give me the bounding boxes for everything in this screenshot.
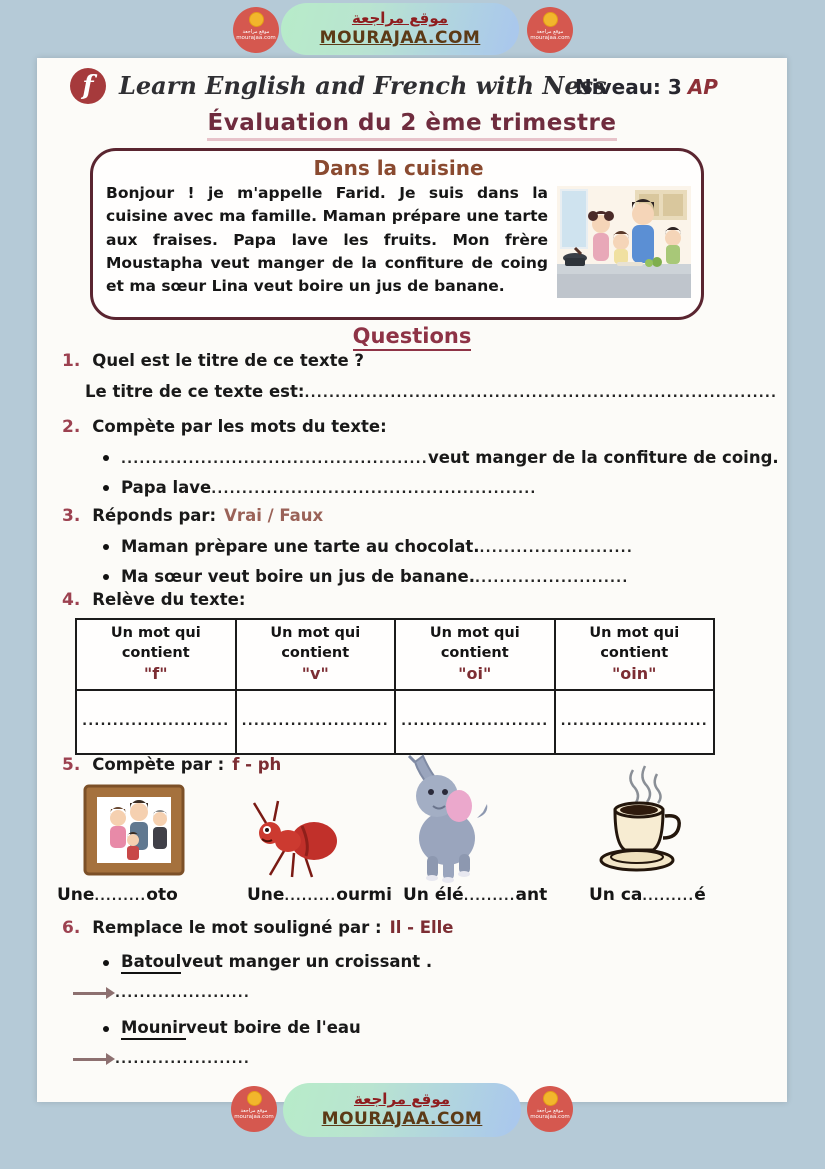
bullet-icon (103, 485, 109, 491)
banner-arabic: موقع مراجعة (351, 9, 449, 27)
question-5-label: Compète par : (92, 755, 225, 774)
kitchen-illustration (557, 186, 691, 298)
header-letter: "f" (143, 664, 168, 684)
bullet-icon (103, 455, 109, 461)
question-3 (62, 506, 323, 526)
bullet-text: veut boire de l'eau (186, 1018, 361, 1037)
banner-site: MOURAJAA.COM (321, 1108, 483, 1129)
badge-arabic: موقع مراجعة (536, 1108, 564, 1114)
header-letter: "v" (301, 664, 329, 684)
answer-prefix: Le titre de ce texte est: (85, 382, 305, 401)
badge-arabic: موقع مراجعة (536, 29, 564, 35)
answer-blank: ..................................................... (211, 482, 537, 497)
question-3-number: 3. (62, 506, 81, 526)
question-3-bullet-2 (103, 567, 628, 586)
arrow-icon (73, 992, 107, 995)
question-3-choices: Vrai / Faux (224, 506, 324, 525)
family-photo-icon (83, 784, 185, 876)
badge-arabic: موقع مراجعة (242, 29, 270, 35)
questions-heading: Questions (353, 324, 472, 351)
question-1-answer (85, 382, 777, 401)
badge-site: mourajaa.com (530, 1114, 570, 1120)
site-badge[interactable] (233, 7, 279, 53)
question-6-bullet-2 (103, 1018, 361, 1040)
question-6 (62, 918, 454, 938)
table-answer-cell: ........................ (76, 690, 236, 754)
level-label (575, 75, 718, 99)
bullet-icon (103, 1026, 109, 1032)
question-4-label: Relève du texte: (92, 590, 246, 609)
question-2 (62, 417, 387, 437)
exam-title-row (37, 110, 787, 141)
badge-site: mourajaa.com (234, 1114, 274, 1120)
answer-blank: ............................................................................. (304, 386, 778, 401)
caption-text: Une (57, 885, 95, 905)
question-6-label: Remplace le mot souligné par : (92, 918, 382, 937)
elephant-icon (399, 748, 493, 884)
exam-title: Évaluation du 2 ème trimestre (207, 110, 616, 141)
badge-logo-icon (543, 12, 558, 27)
header-text: Un mot qui contient (270, 625, 361, 661)
underlined-name: Batoul (121, 952, 181, 974)
table-header-row (76, 619, 714, 690)
site-badge[interactable] (527, 1086, 573, 1132)
question-1-label: Quel est le titre de ce texte ? (92, 351, 364, 370)
header-letter: "oin" (611, 664, 657, 684)
table-header-cell (555, 619, 715, 690)
question-4-number: 4. (62, 590, 81, 610)
answer-blank: ...................... (115, 1052, 251, 1067)
reading-title: Dans la cuisine (313, 156, 484, 180)
question-2-number: 2. (62, 417, 81, 437)
caption-text: é (694, 885, 706, 905)
answer-blank: ...................... (115, 986, 251, 1001)
level-ap: AP (687, 75, 718, 99)
answer-blank: ......... (642, 889, 695, 903)
bullet-icon (103, 960, 109, 966)
answer-blank: ......................... (475, 571, 629, 586)
question-3-label: Réponds par: (92, 506, 217, 525)
table-answer-row (76, 690, 714, 754)
words-table (75, 618, 715, 755)
caption-ant (247, 885, 392, 905)
question-6-number: 6. (62, 918, 81, 938)
site-banner[interactable] (283, 1083, 521, 1137)
badge-logo-icon (543, 1091, 558, 1106)
caption-text: oto (146, 885, 178, 905)
badge-logo-icon (249, 12, 264, 27)
header-text: Un mot qui contient (589, 625, 680, 661)
caption-elephant (403, 885, 547, 905)
table-header-cell (236, 619, 396, 690)
caption-text: Un élé (403, 885, 464, 905)
badge-site: mourajaa.com (530, 35, 570, 41)
question-5-choices: f - ph (232, 755, 282, 774)
banner-arabic: موقع مراجعة (353, 1090, 451, 1108)
caption-text: ourmi (336, 885, 392, 905)
site-banner[interactable] (281, 3, 519, 55)
answer-arrow-row (73, 1052, 250, 1067)
answer-blank: ......................... (479, 541, 633, 556)
caption-photo (57, 885, 178, 905)
caption-text: Un ca (589, 885, 643, 905)
bullet-text: veut manger un croissant . (181, 952, 433, 971)
ant-icon (240, 791, 348, 883)
table-answer-cell: ........................ (236, 690, 396, 754)
table-answer-cell: ........................ (395, 690, 555, 754)
question-5-number: 5. (62, 755, 81, 775)
question-1 (62, 351, 364, 371)
reading-box (90, 148, 704, 320)
bullet-text: veut manger de la confiture de coing. (427, 448, 779, 467)
question-6-choices: Il - Elle (389, 918, 454, 937)
question-2-bullet-1 (103, 448, 779, 467)
facebook-icon[interactable]: f (70, 68, 106, 104)
answer-blank: .................................................. (121, 452, 428, 467)
answer-arrow-row (73, 986, 250, 1001)
table-header-cell (76, 619, 236, 690)
question-6-bullet-1 (103, 952, 432, 974)
badge-logo-icon (247, 1091, 262, 1106)
questions-heading-row (37, 324, 787, 351)
site-badge[interactable] (527, 7, 573, 53)
header-text: Un mot qui contient (110, 625, 201, 661)
question-3-bullet-1 (103, 537, 633, 556)
page-title: Learn English and French with Ness (119, 71, 607, 100)
answer-blank: ......... (463, 889, 516, 903)
badge-arabic: موقع مراجعة (240, 1108, 268, 1114)
paper-sheet (37, 58, 787, 1102)
header-letter: "oi" (458, 664, 492, 684)
header-text: Un mot qui contient (429, 625, 520, 661)
bullet-text: Maman prèpare une tarte au chocolat. (121, 537, 480, 556)
question-5 (62, 755, 281, 775)
caption-coffee (589, 885, 706, 905)
question-2-bullet-2 (103, 478, 537, 497)
underlined-name: Mounir (121, 1018, 186, 1040)
site-badge[interactable] (231, 1086, 277, 1132)
table-header-cell (395, 619, 555, 690)
answer-blank: ......... (284, 889, 337, 903)
caption-text: ant (515, 885, 548, 905)
level-text: Niveau: 3 (575, 75, 682, 99)
bullet-text: Ma sœur veut boire un jus de banane. (121, 567, 475, 586)
arrow-icon (73, 1058, 107, 1061)
caption-text: Une (247, 885, 285, 905)
badge-site: mourajaa.com (236, 35, 276, 41)
question-4 (62, 590, 245, 610)
answer-blank: ......... (94, 889, 147, 903)
bullet-icon (103, 544, 109, 550)
question-2-label: Compète par les mots du texte: (92, 417, 387, 436)
bullet-text: Papa lave (121, 478, 212, 497)
table-answer-cell: ........................ (555, 690, 715, 754)
reading-body (106, 182, 691, 298)
bullet-icon (103, 574, 109, 580)
coffee-icon (585, 764, 695, 876)
reading-text: Bonjour ! je m'appelle Farid. Je suis dans la cuisine avec ma famille. Maman prépare une tarte aux fraises. Papa lave les fruits. Mon frère Moustapha veut manger de la confiture de coing et ma sœur Lina veut boire un jus de banane. (106, 184, 548, 295)
question-1-number: 1. (62, 351, 81, 371)
banner-site: MOURAJAA.COM (319, 27, 481, 48)
